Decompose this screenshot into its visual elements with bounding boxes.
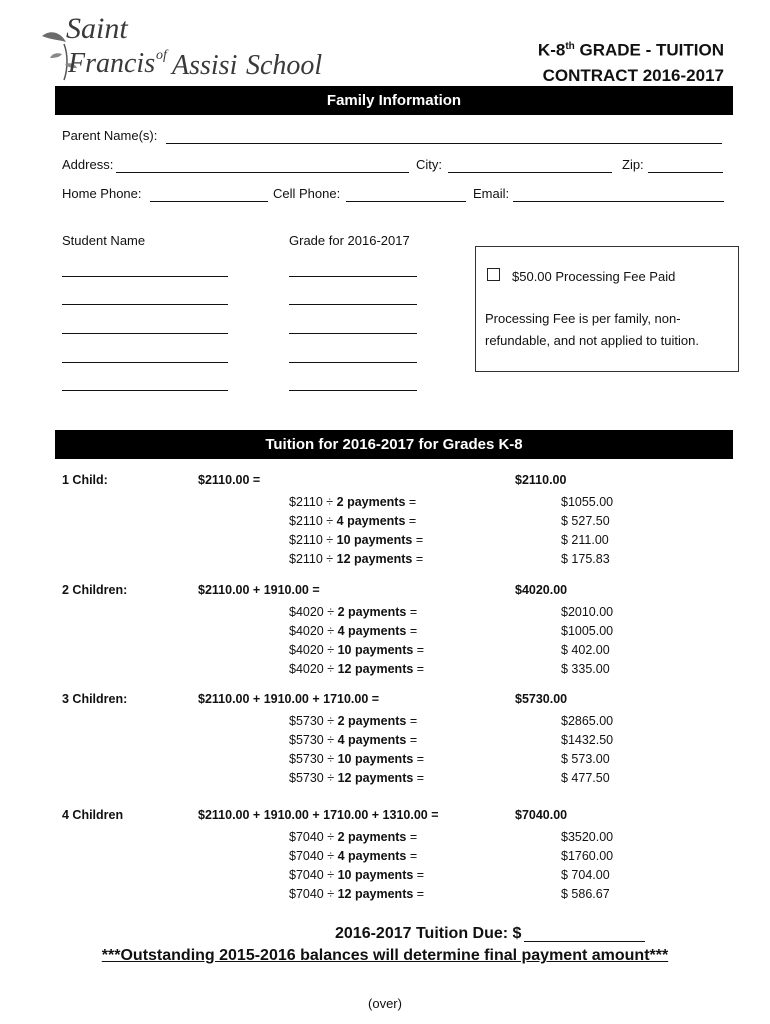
payment-amount: $ 175.83 xyxy=(561,552,610,566)
payment-calc: $2110 ÷ 4 payments = xyxy=(289,514,417,528)
tuition-bar: Tuition for 2016-2017 for Grades K-8 xyxy=(55,430,733,459)
fee-paid-label: $50.00 Processing Fee Paid xyxy=(512,269,676,284)
student-name-field-5[interactable] xyxy=(62,390,228,391)
email-label: Email: xyxy=(473,186,510,201)
grade-field-5[interactable] xyxy=(289,390,417,391)
payment-amount: $1055.00 xyxy=(561,495,614,509)
fee-note-line-1: Processing Fee is per family, non- xyxy=(485,311,681,326)
grade-field-2[interactable] xyxy=(289,304,417,305)
group-label: 1 Child: xyxy=(62,473,108,487)
group-formula: $2110.00 + 1910.00 + 1710.00 + 1310.00 = xyxy=(198,808,439,822)
parent-name-field[interactable] xyxy=(166,143,722,144)
payment-amount: $2865.00 xyxy=(561,714,614,728)
contract-title xyxy=(464,34,724,88)
payment-amount: $3520.00 xyxy=(561,830,614,844)
tuition-due-label: 2016-2017 Tuition Due: $ xyxy=(335,925,522,942)
payment-calc: $2110 ÷ 2 payments = xyxy=(289,495,417,509)
payment-amount: $ 477.50 xyxy=(561,771,610,785)
payment-amount: $ 704.00 xyxy=(561,868,610,882)
payment-calc: $5730 ÷ 4 payments = xyxy=(289,733,418,747)
logo-of: of xyxy=(156,48,167,63)
grade-field-3[interactable] xyxy=(289,333,417,334)
payment-amount: $ 527.50 xyxy=(561,514,610,528)
cell-phone-field[interactable] xyxy=(346,201,466,202)
group-label: 4 Children xyxy=(62,808,124,822)
payment-amount: $1760.00 xyxy=(561,849,614,863)
parent-name-label: Parent Name(s): xyxy=(62,128,158,143)
payment-calc: $4020 ÷ 10 payments = xyxy=(289,643,425,657)
logo-saint: Saint xyxy=(66,12,128,45)
payment-calc: $4020 ÷ 4 payments = xyxy=(289,624,418,638)
family-info-bar: Family Information xyxy=(55,86,733,115)
cell-phone-label: Cell Phone: xyxy=(273,186,341,201)
payment-amount: $1005.00 xyxy=(561,624,614,638)
payment-amount: $ 211.00 xyxy=(561,533,609,547)
payment-calc: $7040 ÷ 12 payments = xyxy=(289,887,425,901)
student-name-header: Student Name xyxy=(62,233,146,248)
payment-calc: $2110 ÷ 10 payments = xyxy=(289,533,424,547)
zip-label: Zip: xyxy=(622,157,644,172)
over-note: (over) xyxy=(368,996,402,1011)
payment-calc: $2110 ÷ 12 payments = xyxy=(289,552,424,566)
payment-amount: $1432.50 xyxy=(561,733,614,747)
home-phone-field[interactable] xyxy=(150,201,268,202)
payment-calc: $4020 ÷ 2 payments = xyxy=(289,605,418,619)
fee-paid-checkbox[interactable] xyxy=(487,268,500,281)
payment-amount: $ 335.00 xyxy=(561,662,610,676)
payment-amount: $2010.00 xyxy=(561,605,614,619)
home-phone-label: Home Phone: xyxy=(62,186,142,201)
title-line-2: CONTRACT 2016-2017 xyxy=(542,65,724,85)
payment-amount: $ 586.67 xyxy=(561,887,610,901)
grade-field-4[interactable] xyxy=(289,362,417,363)
payment-amount: $ 402.00 xyxy=(561,643,610,657)
processing-fee-box xyxy=(475,246,739,372)
group-label: 2 Children: xyxy=(62,583,128,597)
logo-assisi: Assisi xyxy=(172,50,238,81)
city-field[interactable] xyxy=(448,172,612,173)
tuition-due-field[interactable] xyxy=(524,941,645,942)
group-total: $5730.00 xyxy=(515,692,568,706)
payment-calc: $7040 ÷ 10 payments = xyxy=(289,868,425,882)
group-formula: $2110.00 + 1910.00 + 1710.00 = xyxy=(198,692,380,706)
group-formula: $2110.00 + 1910.00 = xyxy=(198,583,320,597)
payment-calc: $5730 ÷ 12 payments = xyxy=(289,771,425,785)
address-label: Address: xyxy=(62,157,114,172)
outstanding-balance-note: ***Outstanding 2015-2016 balances will determine final payment amount*** xyxy=(101,947,669,964)
group-formula: $2110.00 = xyxy=(198,473,261,487)
zip-field[interactable] xyxy=(648,172,723,173)
payment-amount: $ 573.00 xyxy=(561,752,610,766)
payment-calc: $5730 ÷ 10 payments = xyxy=(289,752,425,766)
student-name-field-2[interactable] xyxy=(62,304,228,305)
city-label: City: xyxy=(416,157,442,172)
group-label: 3 Children: xyxy=(62,692,128,706)
title-line-1: K-8th GRADE - TUITION xyxy=(537,40,724,60)
grade-field-1[interactable] xyxy=(289,276,417,277)
student-name-field-3[interactable] xyxy=(62,333,228,334)
student-name-field-1[interactable] xyxy=(62,276,228,277)
logo-francis: Francis xyxy=(68,48,156,79)
group-total: $4020.00 xyxy=(515,583,568,597)
payment-calc: $7040 ÷ 4 payments = xyxy=(289,849,418,863)
group-total: $2110.00 xyxy=(515,473,567,487)
grade-header: Grade for 2016-2017 xyxy=(289,233,410,248)
payment-calc: $4020 ÷ 12 payments = xyxy=(289,662,425,676)
group-total: $7040.00 xyxy=(515,808,568,822)
address-field[interactable] xyxy=(116,172,409,173)
email-field[interactable] xyxy=(513,201,724,202)
logo-school: School xyxy=(246,50,323,81)
payment-calc: $7040 ÷ 2 payments = xyxy=(289,830,418,844)
fee-note-line-2: refundable, and not applied to tuition. xyxy=(485,333,699,348)
payment-calc: $5730 ÷ 2 payments = xyxy=(289,714,418,728)
school-logo xyxy=(38,14,328,86)
student-name-field-4[interactable] xyxy=(62,362,228,363)
